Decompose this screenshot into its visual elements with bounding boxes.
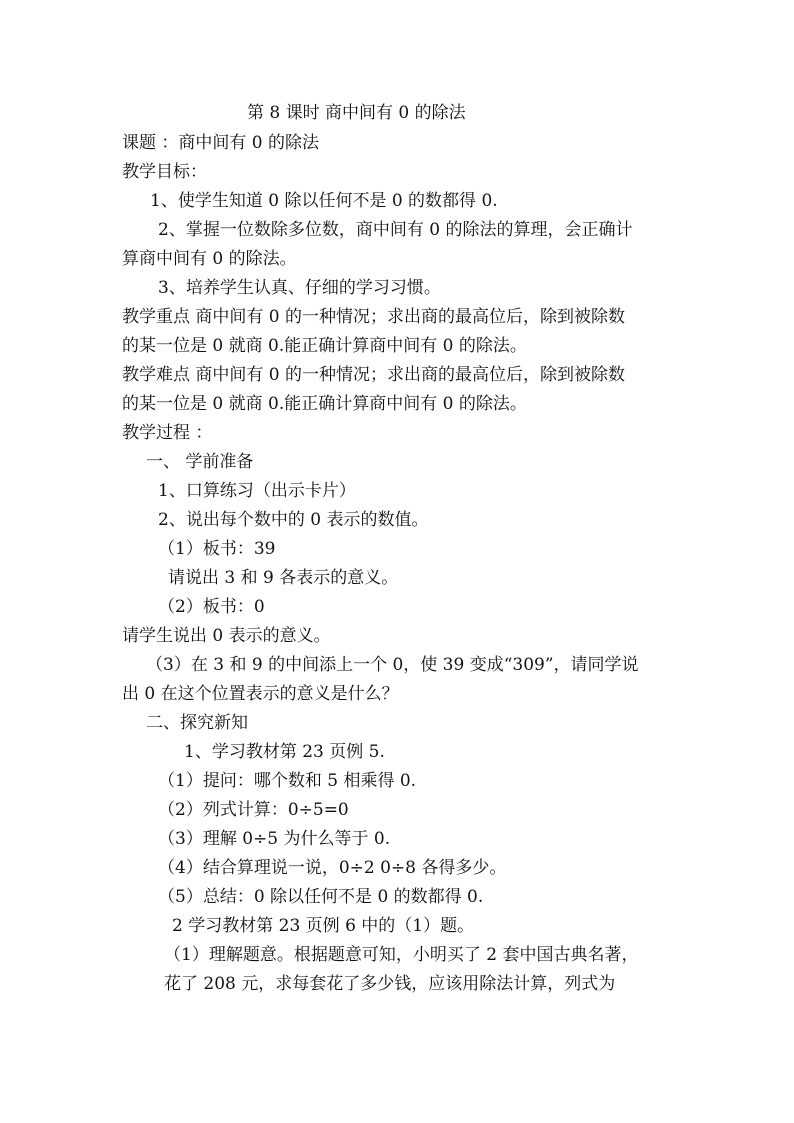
text-line: 二、探究新知: [146, 713, 248, 733]
text-line: 请学生说出 0 表示的意义。: [122, 626, 331, 646]
lesson-title: 第 8 课时 商中间有 0 的除法: [247, 103, 466, 123]
text-line: （5）总结：0 除以任何不是 0 的数都得 0.: [158, 887, 484, 907]
text-line: 1、学习教材第 23 页例 5.: [184, 742, 385, 762]
text-line: 2 学习教材第 23 页例 6 中的（1）题。: [172, 916, 475, 936]
text-line: 花了 208 元，求每套花了多少钱，应该用除法计算，列式为: [164, 974, 616, 994]
text-line: （3）理解 0÷5 为什么等于 0.: [158, 829, 391, 849]
text-line: （1）理解题意。根据题意可知，小明买了 2 套中国古典名著，: [164, 945, 639, 965]
text-line: 请说出 3 和 9 各表示的意义。: [168, 568, 399, 588]
text-line: 1、使学生知道 0 除以任何不是 0 的数都得 0.: [150, 191, 498, 211]
text-line: 出 0 在这个位置表示的意义是什么？: [122, 684, 399, 704]
text-line: 教学过程 ：: [122, 423, 213, 443]
text-line: （4）结合算理说一说，0÷2 0÷8 各得多少。: [158, 858, 507, 878]
text-line: （1）板书：39: [158, 539, 276, 559]
text-line: 一、 学前准备: [146, 452, 254, 472]
text-line: （2）板书：0: [158, 597, 265, 617]
text-line: 课题 ：商中间有 0 的除法: [122, 133, 320, 153]
text-line: 教学重点 商中间有 0 的一种情况；求出商的最高位后，除到被除数: [122, 307, 626, 327]
text-line: 算商中间有 0 的除法。: [122, 249, 297, 269]
text-line: 2、说出每个数中的 0 表示的数值。: [158, 510, 429, 530]
text-line: 的某一位是 0 就商 0.能正确计算商中间有 0 的除法。: [122, 336, 527, 356]
text-line: 3、培养学生认真、仔细的学习习惯。: [158, 278, 441, 298]
text-line: 教学目标：: [122, 162, 207, 182]
text-line: 2、掌握一位数除多位数，商中间有 0 的除法的算理，会正确计: [158, 220, 633, 240]
text-line: （3）在 3 和 9 的中间添上一个 0，使 39 变成“309”，请同学说: [146, 655, 639, 675]
text-line: （1）提问：哪个数和 5 相乘得 0.: [158, 771, 417, 791]
text-line: （2）列式计算：0÷5=0: [158, 800, 349, 820]
text-line: 教学难点 商中间有 0 的一种情况；求出商的最高位后，除到被除数: [122, 365, 626, 385]
text-line: 的某一位是 0 就商 0.能正确计算商中间有 0 的除法。: [122, 394, 527, 414]
text-line: 1、口算练习（出示卡片）: [158, 481, 356, 501]
